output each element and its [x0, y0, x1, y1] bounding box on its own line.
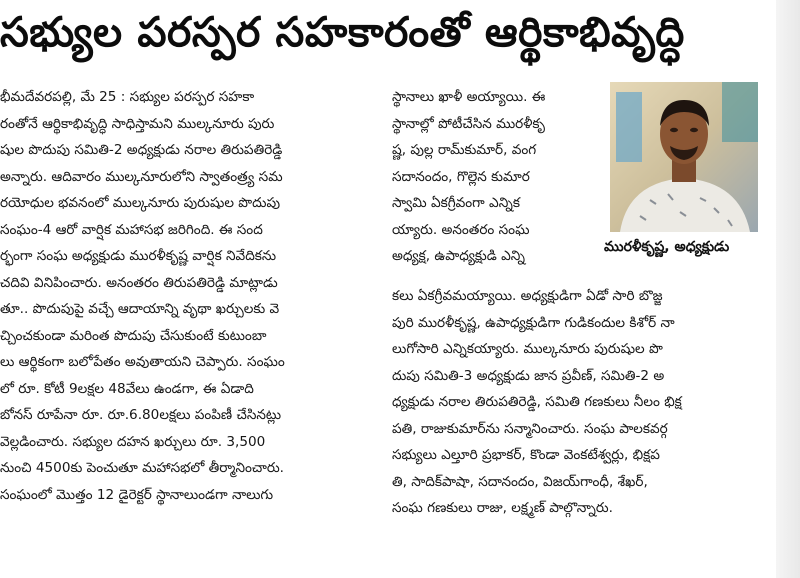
text-line: కలు ఏకగ్రీవమయ్యాయి. అధ్యక్షుడిగా ఏడో సారి బొజ్జ — [392, 288, 663, 304]
text-line: పురి మురళీకృష్ణ, ఉపాధ్యక్షుడిగా గుడికందుల కిశోర్ నా — [392, 314, 675, 331]
text-line: అన్నారు. ఆదివారం ముల్కనూరులోని స్వాతంత్ర్య సమ — [0, 168, 283, 185]
text-line: అధ్యక్ష, ఉపాధ్యక్షుడి ఎన్ని — [392, 248, 525, 264]
text-line: ష్ణ, పుల్ల రామ్‌కుమార్, వంగ — [392, 142, 537, 158]
text-line: రయోధుల భవనంలో ముల్కనూరు పురుషుల పొదుపు — [0, 195, 281, 211]
portrait-photo — [610, 82, 758, 232]
text-line: సభ్యులు ఎల్తూరి ప్రభాకర్, కొండా వెంకటేశ్వర్లు, భిక్షప — [392, 447, 660, 463]
text-line: స్థానాలు ఖాళీ అయ్యాయి. ఈ — [392, 89, 546, 105]
text-line: భీమదేవరపల్లి, మే 25 : సభ్యుల పరస్పర సహకా — [0, 89, 255, 105]
text-line: స్థానాల్లో పోటీచేసిన మురళీకృ — [392, 115, 545, 132]
text-line: స్వామి ఏకగ్రీవంగా ఎన్నిక — [392, 195, 520, 211]
text-line: షుల పొదుపు సమితి-2 అధ్యక్షుడు నరాల తిరుపతిరెడ్డి — [0, 142, 283, 158]
text-line: సదానందం, గొల్లెన కుమార — [392, 168, 530, 185]
portrait-image — [610, 82, 758, 232]
text-line: సంఘంలో మొత్తం 12 డైరెక్టర్ స్థానాలుండగా నాలుగు — [0, 486, 274, 503]
text-line: పతి, రాజుకుమార్‌ను సన్మానించారు. సంఘ పాలకవర్గ — [392, 420, 668, 437]
photo-caption: మురళీకృష్ణ, అధ్యక్షుడు — [604, 239, 730, 255]
text-line: లో రూ. కోటీ 9లక్షల 48వేలు ఉండగా, ఈ ఏడాది — [0, 380, 254, 397]
text-line: సంఘం-4 ఆరో వార్షిక మహాసభ జరిగింది. ఈ సంద — [0, 221, 263, 238]
text-line: వెల్లడించారు. సభ్యుల దహన ఖర్చులు రూ. 3,500 — [0, 433, 266, 450]
text-line: దుపు సమితి-3 అధ్యక్షుడు జాన ప్రవీణ్, సమితి-2 అ — [392, 367, 665, 384]
article-column-right-top — [392, 84, 598, 270]
text-line: య్యారు. అనంతరం సంఘ — [392, 221, 530, 238]
text-line: నుంచి 4500కు పెంచుతూ మహాసభలో తీర్మానించారు. — [0, 460, 284, 476]
article-column-left — [0, 84, 382, 508]
article-column-right-bottom — [392, 283, 772, 522]
text-line: ధ్యక్షుడు నరాల తిరుపతిరెడ్డి, సమితి గణకులు నీలం భిక్ష — [392, 394, 682, 410]
text-line: రంతోనే ఆర్థికాభివృద్ధి సాధిస్తామని ముల్కనూరు పురు — [0, 115, 275, 132]
headline: సభ్యుల పరస్పర సహకారంతో ఆర్థికాభివృద్ధి — [0, 8, 685, 56]
text-line: చదివి వినిపించారు. అనంతరం తిరుపతిరెడ్డి మాట్లాడు — [0, 274, 278, 291]
text-line: తూ.. పొదుపుపై వచ్చే ఆదాయాన్ని వృథా ఖర్చులకు వె — [0, 301, 280, 317]
text-line: తి, సాదిక్‌పాషా, సదానందం, విజయ్‌గాంధీ, శేఖర్, — [392, 473, 648, 490]
text-line: చ్చించకుండా మరింత పొదుపు చేసుకుంటే కుటుంబా — [0, 327, 267, 344]
text-line: లుగోసారి ఎన్నికయ్యారు. ముల్కనూరు పురుషుల పొ — [392, 341, 663, 357]
text-line: సంఘ గణకులు రాజు, లక్ష్మణ్ పాల్గొన్నారు. — [392, 500, 613, 516]
text-line: ర్భంగా సంఘ అధ్యక్షుడు మురళీకృష్ణ వార్షిక నివేదికను — [0, 248, 277, 264]
page-edge-shadow — [776, 0, 800, 578]
text-line: లు ఆర్థికంగా బలోపేతం అవుతాయని చెప్పారు. సంఘం — [0, 354, 285, 370]
text-line: బోనస్ రూపేనా రూ. రూ.6.80లక్షలు పంపిణీ చేసినట్లు — [0, 407, 282, 423]
